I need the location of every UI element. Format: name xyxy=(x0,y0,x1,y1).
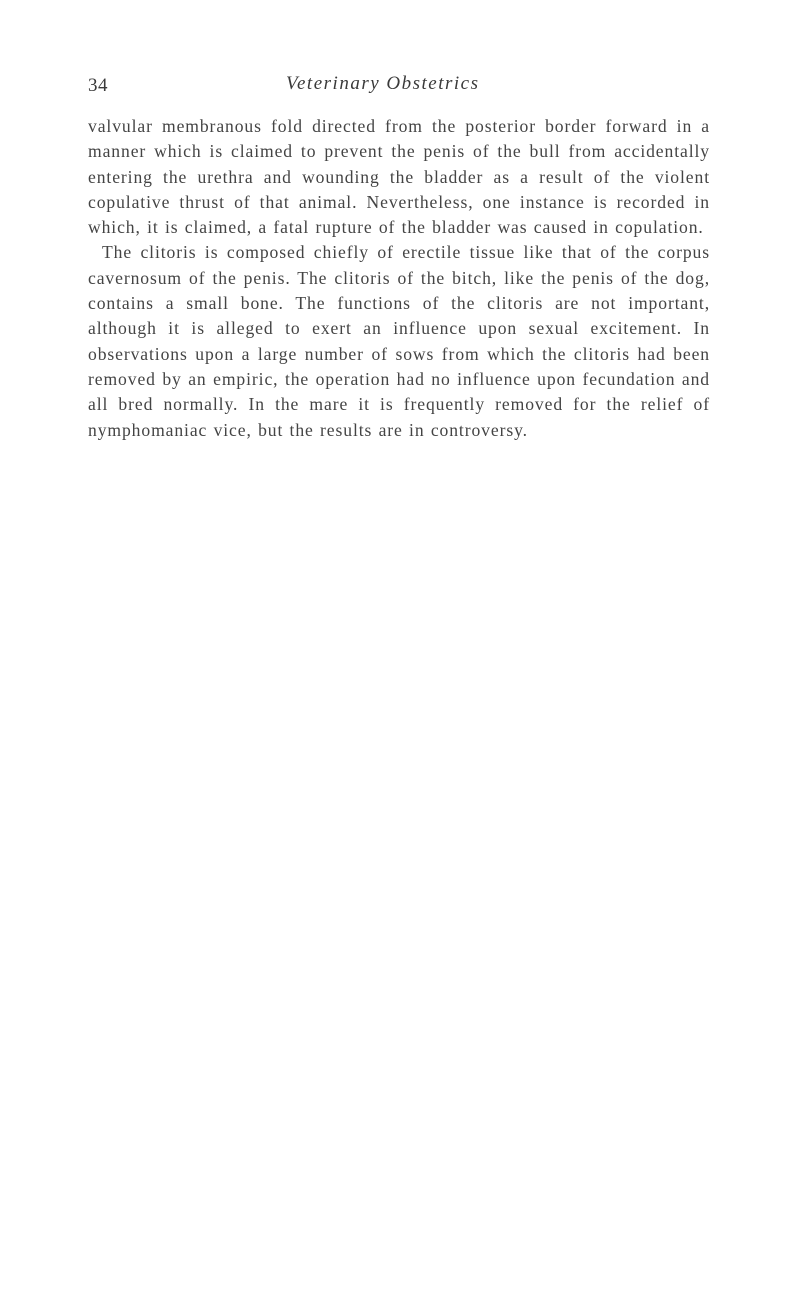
body-text xyxy=(88,114,710,443)
running-title: Veterinary Obstetrics xyxy=(286,73,480,94)
running-head xyxy=(88,73,708,103)
paragraph-continued: valvular membranous fold directed from the posterior border forward in a manner which is claimed to prevent the penis of the bull from accidentally entering the urethra and wounding the bladder as a result of the violent copulative thrust of that animal. Nevertheless, one instance is recorded in which, it is claimed, a fatal rupture of the bladder was caused in copulation. xyxy=(88,116,710,238)
page-number: 34 xyxy=(88,75,108,96)
paragraph-clitoris: The clitoris is composed chiefly of erectile tissue like that of the corpus cavernosum of the penis. The clitoris of the bitch, like the penis of the dog, contains a small bone. The functions of the clitoris are not important, although it is alleged to exert an influence upon sexual excitement. In observations upon a large number of sows from which the clitoris had been removed by an empiric, the operation had no influence upon fecundation and all bred normally. In the mare it is frequently removed for the relief of nymphomaniac vice, but the results are in controversy. xyxy=(88,242,710,440)
